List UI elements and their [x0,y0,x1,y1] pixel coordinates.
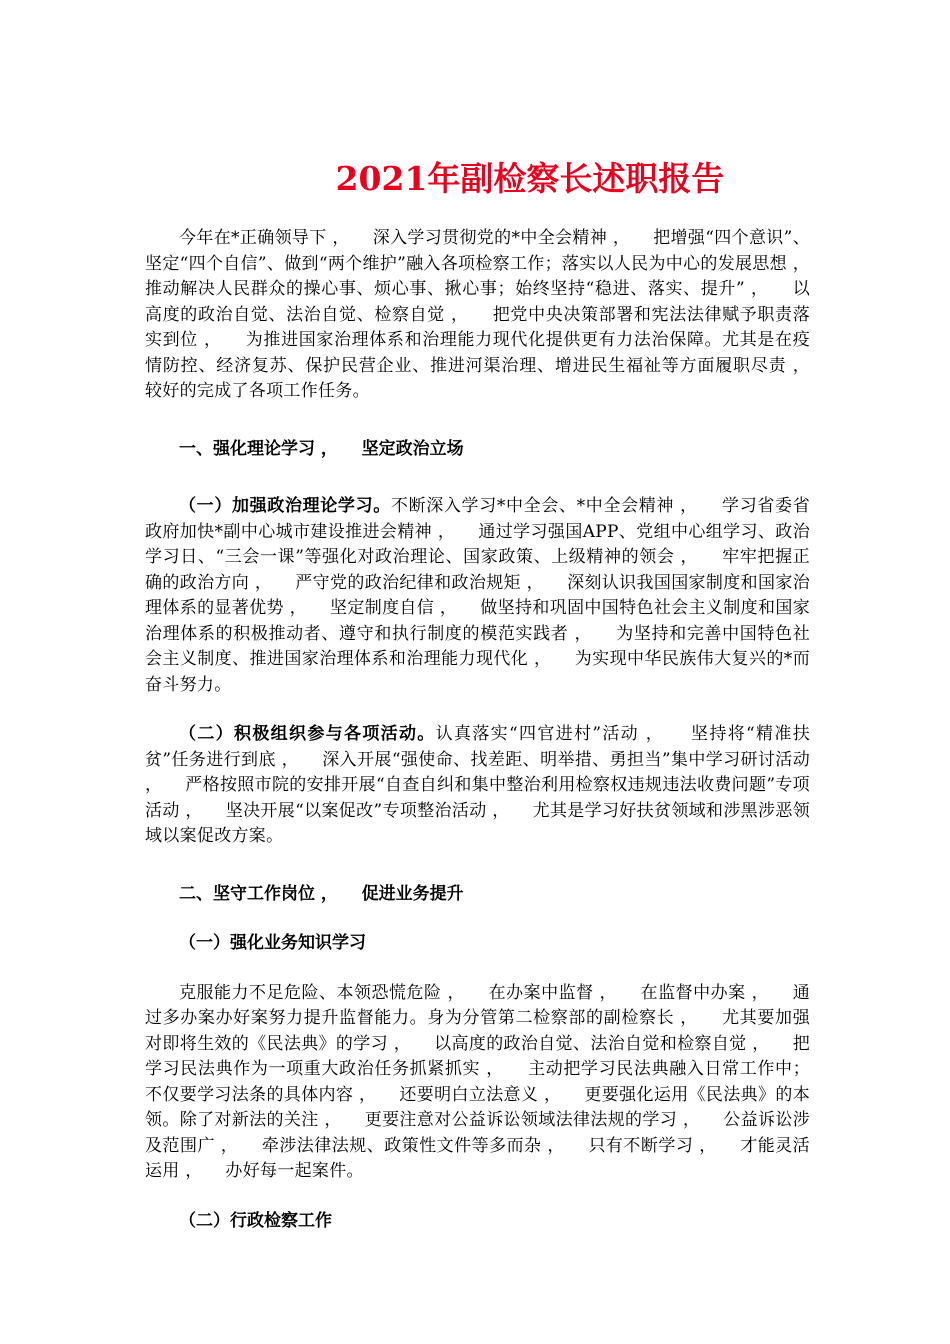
subsection-1-2-lead: （二）积极组织参与各项活动。 [179,724,436,744]
subsection-2-1-paragraph: 克服能力不足危险、本领恐慌危险 ， 在办案中监督 ， 在监督中办案 ， 通过多办案办好案努力提升监督能力。身为分管第二检察部的副检察长 ， 尤其要加强对即将生效的《民法典》的学习 ， 以高度的政治自觉、法治自觉和检察自觉 ， 把学习民法典作为一项重大政治任务抓紧抓实 ， 主动把学习民法典融入日常工作中；不仅要学习法条的具体内容 ， 还要明白立法意义 ， 更要强化运用《民法典》的本领。除了对新法的关注 ， 更要注意对公益诉讼领域法律法规的学习 ， 公益诉讼涉及范围广 ， 牵涉法律法规、政策性文件等多而杂 ， 只有不断学习 ， 才能灵活运用 ， 办好每一起案件。 [145,982,810,1181]
subsection-1-1-text: 不断深入学习*中全会、*中全会精神 ， 学习省委省政府加快*副中心城市建设推进会精神 ， 通过学习强国APP、党组中心组学习、政治学习日、“三会一课”等强化对政治理论、国家政策、上级精神的领会 ， 牢牢把握正确的政治方向 ， 严守党的政治纪律和政治规矩 ， 深刻认识我国国家制度和国家治理体系的显著优势 ， 坚定制度自信 ， 做坚持和巩固中国特色社会主义制度和国家治理体系的积极推动者、遵守和执行制度的模范实践者 ， 为坚持和完善中国特色社会主义制度、推进国家治理体系和治理能力现代化 ， 为实现中华民族伟大复兴的*而奋斗努力。 [145,496,810,695]
subsection-1-1-lead: （一）加强政治理论学习。 [179,496,391,516]
section-heading-1: 一、强化理论学习 ， 坚定政治立场 [179,438,464,459]
document-body [145,226,833,1234]
subsection-1-2 [145,722,816,850]
section-heading-2: 二、坚守工作岗位 ， 促进业务提升 [179,883,464,904]
document-title: 2021年副检察长述职报告 [335,159,725,198]
subsection-heading-2-2: （二）行政检察工作 [179,1210,332,1231]
subsection-1-1 [145,494,810,698]
subsection-1-2-text: 认真落实“四官进村”活动 ， 坚持将“精准扶贫”任务进行到底 ， 深入开展“强使命、找差距、明举措、勇担当”集中学习研讨活动 ， 严格按照市院的安排开展“自查自纠和集中整治利用检察权违规违法收费问题”专项活动 ， 坚决开展“以案促改”专项整治活动 ， 尤其是学习好扶贫领域和涉黑涉恶领域以案促改方案。 [145,724,816,846]
subsection-heading-2-1: （一）强化业务知识学习 [179,933,366,953]
intro-paragraph: 今年在*正确领导下 ， 深入学习贯彻党的*中全会精神 ， 把增强“四个意识”、坚定“四个自信”、做到“两个维护”融入各项检察工作；落实以人民为中心的发展思想 ， 推动解决人民群众的操心事、烦心事、揪心事；始终坚持“稳进、落实、提升” ， 以高度的政治自觉、法治自觉、检察自觉 ， 把党中央决策部署和宪法法律赋予职责落实到位 ， 为推进国家治理体系和治理能力现代化提供更有力法治保障。尤其是在疫情防控、经济复苏、保护民营企业、推进河渠治理、增进民生福祉等方面履职尽责 ， 较好的完成了各项工作任务。 [145,228,833,401]
